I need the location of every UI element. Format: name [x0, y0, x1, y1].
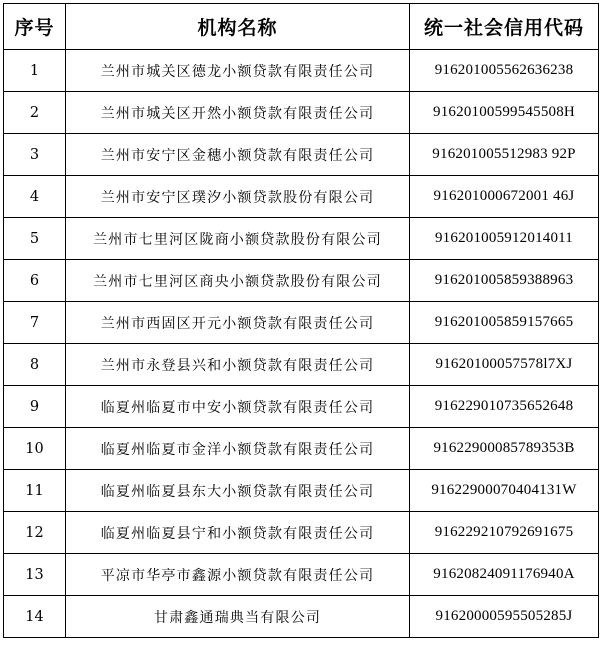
row-index-cell: 1 — [4, 50, 66, 92]
row-name-cell: 临夏州临夏县宁和小额贷款有限责任公司 — [66, 512, 410, 554]
table-row — [4, 428, 599, 470]
row-code-cell: 91622900070404131W — [410, 470, 599, 512]
row-name-cell: 兰州市七里河区陇商小额贷款股份有限公司 — [66, 218, 410, 260]
row-index-cell: 7 — [4, 302, 66, 344]
row-name-cell: 兰州市安宁区璞汐小额贷款股份有限公司 — [66, 176, 410, 218]
row-index-cell: 14 — [4, 596, 66, 638]
row-code-cell: 916201000672001 46J — [410, 176, 599, 218]
row-index-cell: 6 — [4, 260, 66, 302]
row-index-cell: 8 — [4, 344, 66, 386]
table-row — [4, 176, 599, 218]
row-index-cell: 3 — [4, 134, 66, 176]
row-code-cell: 91620824091176940A — [410, 554, 599, 596]
row-name-cell: 兰州市安宁区金穗小额贷款有限责任公司 — [66, 134, 410, 176]
row-code-cell: 916229010735652648 — [410, 386, 599, 428]
row-code-cell: 916201005912014011 — [410, 218, 599, 260]
table-row — [4, 218, 599, 260]
row-index-cell: 2 — [4, 92, 66, 134]
row-index-cell: 10 — [4, 428, 66, 470]
table-row — [4, 596, 599, 638]
table-row — [4, 92, 599, 134]
row-name-cell: 兰州市城关区德龙小额贷款有限责任公司 — [66, 50, 410, 92]
row-code-cell: 91620000595505285J — [410, 596, 599, 638]
row-index-cell: 9 — [4, 386, 66, 428]
header-row — [4, 4, 599, 50]
header-code: 统一社会信用代码 — [410, 4, 599, 50]
table-row — [4, 302, 599, 344]
row-code-cell: 916229210792691675 — [410, 512, 599, 554]
row-code-cell: 916201005859388963 — [410, 260, 599, 302]
table-row — [4, 386, 599, 428]
row-code-cell: 91622900085789353B — [410, 428, 599, 470]
row-name-cell: 甘肃鑫通瑞典当有限公司 — [66, 596, 410, 638]
table-row — [4, 134, 599, 176]
row-index-cell: 4 — [4, 176, 66, 218]
table-row — [4, 344, 599, 386]
row-name-cell: 临夏州临夏县东大小额贷款有限责任公司 — [66, 470, 410, 512]
credit-institution-table — [3, 3, 599, 638]
row-name-cell: 兰州市永登县兴和小额贷款有限责任公司 — [66, 344, 410, 386]
header-name: 机构名称 — [66, 4, 410, 50]
row-name-cell: 临夏州临夏市中安小额贷款有限责任公司 — [66, 386, 410, 428]
row-code-cell: 91620100057578l7XJ — [410, 344, 599, 386]
table-row — [4, 470, 599, 512]
row-name-cell: 平凉市华亭市鑫源小额贷款有限责任公司 — [66, 554, 410, 596]
row-name-cell: 临夏州临夏市金洋小额贷款有限责任公司 — [66, 428, 410, 470]
row-index-cell: 13 — [4, 554, 66, 596]
table-row — [4, 512, 599, 554]
row-name-cell: 兰州市七里河区商央小额贷款股份有限公司 — [66, 260, 410, 302]
row-code-cell: 916201005512983 92P — [410, 134, 599, 176]
table-header — [4, 4, 599, 50]
table-row — [4, 50, 599, 92]
table-row — [4, 554, 599, 596]
table-body — [4, 50, 599, 638]
table-row — [4, 260, 599, 302]
row-index-cell: 5 — [4, 218, 66, 260]
row-name-cell: 兰州市城关区开然小额贷款有限责任公司 — [66, 92, 410, 134]
row-code-cell: 916201005859157665 — [410, 302, 599, 344]
row-code-cell: 91620100599545508H — [410, 92, 599, 134]
header-index: 序号 — [4, 4, 66, 50]
row-index-cell: 11 — [4, 470, 66, 512]
row-index-cell: 12 — [4, 512, 66, 554]
row-code-cell: 916201005562636238 — [410, 50, 599, 92]
row-name-cell: 兰州市西固区开元小额贷款有限责任公司 — [66, 302, 410, 344]
